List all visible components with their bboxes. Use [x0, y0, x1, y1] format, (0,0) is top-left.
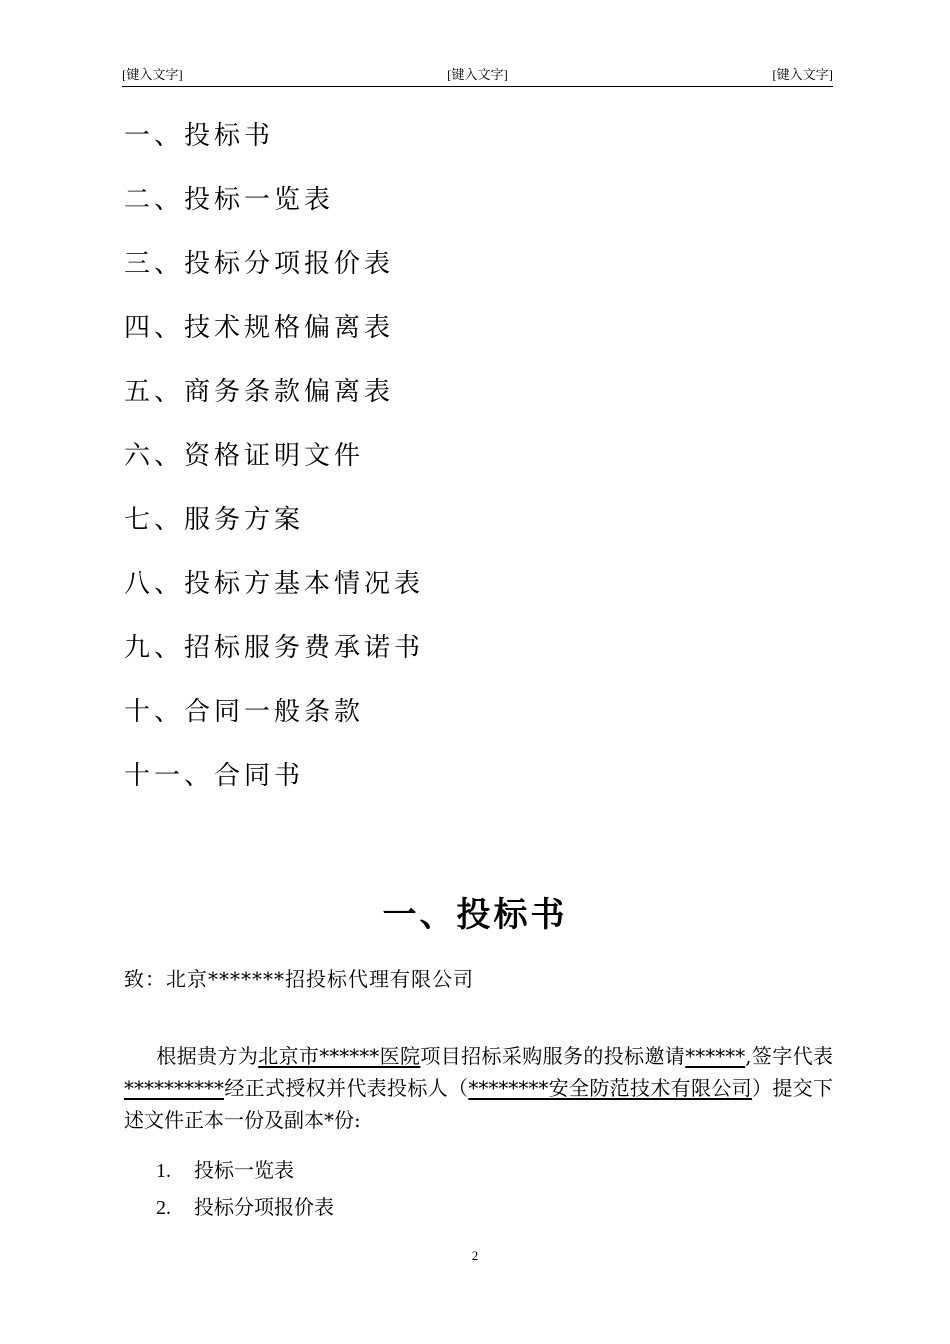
toc-item: 六、资格证明文件 — [124, 441, 365, 471]
body-text: 根据贵方为 — [156, 1044, 259, 1068]
list-item — [156, 1189, 334, 1226]
addressee-line: 致：北京*******招投标代理有限公司 — [124, 967, 474, 991]
toc-item: 三、投标分项报价表 — [124, 249, 395, 279]
company-name: ********安全防范技术有限公司 — [468, 1076, 753, 1100]
toc-item: 九、招标服务费承诺书 — [124, 633, 425, 663]
body-text: ）提交下述文件正本一份及副本*份: — [124, 1076, 834, 1132]
table-of-contents — [124, 112, 424, 816]
page-number: 2 — [471, 1248, 479, 1263]
toc-item: 十一、合同书 — [124, 761, 305, 791]
list-item-number: 1. — [156, 1160, 171, 1182]
toc-item: 十、合同一般条款 — [124, 697, 365, 727]
invitation-number: ****** — [685, 1044, 746, 1068]
document-list — [156, 1152, 334, 1226]
header-left-text: [键入文字] — [122, 67, 183, 82]
list-item-text: 投标一览表 — [194, 1158, 294, 1182]
toc-item: 四、技术规格偏离表 — [124, 313, 395, 343]
page-header — [122, 66, 833, 87]
toc-item: 二、投标一览表 — [124, 185, 335, 215]
header-right-text: [键入文字] — [772, 67, 833, 82]
body-text: 经正式授权并代表投标人（ — [224, 1076, 469, 1100]
toc-item: 八、投标方基本情况表 — [124, 569, 425, 599]
list-item-text: 投标分项报价表 — [194, 1195, 334, 1219]
section-title: 一、投标书 — [382, 895, 568, 935]
toc-item: 七、服务方案 — [124, 505, 305, 535]
representative-name: ********** — [124, 1076, 224, 1100]
list-item — [156, 1152, 334, 1189]
project-name: 北京市******医院 — [258, 1044, 421, 1068]
list-item-number: 2. — [156, 1197, 171, 1219]
toc-item: 一、投标书 — [124, 121, 275, 151]
body-text: 项目招标采购服务的投标邀请 — [420, 1044, 686, 1068]
header-center-text: [键入文字] — [447, 67, 508, 82]
body-text: ,签字代表 — [745, 1044, 834, 1068]
toc-item: 五、商务条款偏离表 — [124, 377, 395, 407]
body-paragraph — [124, 1040, 833, 1136]
